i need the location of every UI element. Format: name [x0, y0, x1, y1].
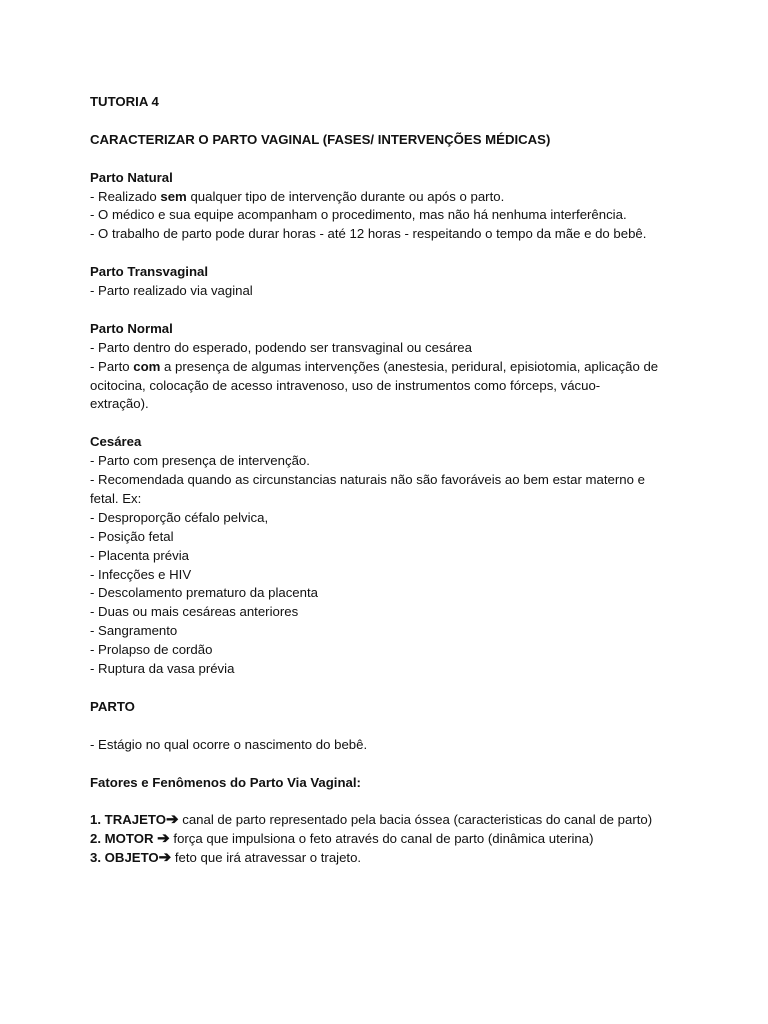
paragraph-line: extração).: [90, 396, 149, 412]
list-item: - Infecções e HIV: [90, 566, 192, 582]
factor-text: canal de parto representado pela bacia óssea (caracteristicas do canal de parto): [178, 812, 653, 828]
spacer: [90, 244, 690, 263]
list-item: - Prolapso de cordão: [90, 642, 213, 658]
spacer: [90, 301, 690, 320]
document-body: [90, 93, 690, 868]
paragraph-line: [90, 358, 690, 377]
factor-label: 3. OBJETO: [90, 850, 159, 866]
spacer: [90, 150, 690, 169]
text-run: - Realizado: [90, 188, 161, 204]
text-run: qualquer tipo de intervenção durante ou após o parto.: [186, 188, 505, 204]
factor-item: [90, 811, 690, 830]
emphasis-text: sem: [160, 188, 187, 204]
doc-subtitle: CARACTERIZAR O PARTO VAGINAL (FASES/ INTERVENÇÕES MÉDICAS): [90, 131, 551, 147]
paragraph-line: - Parto dentro do esperado, podendo ser transvaginal ou cesárea: [90, 339, 472, 355]
section-cesarea: [90, 433, 690, 679]
spacer: [90, 679, 690, 698]
paragraph-line: - Parto com presença de intervenção.: [90, 453, 310, 469]
factor-text: força que impulsiona o feto através do canal de parto (dinâmica uterina): [169, 831, 594, 847]
list-item: - Placenta prévia: [90, 547, 189, 563]
text-run: a presença de algumas intervenções (anestesia, peridural, episiotomia, aplicação de: [160, 358, 659, 374]
arrow-right-icon: ➔: [165, 811, 179, 829]
arrow-right-icon: ➔: [158, 849, 172, 867]
section-parto-natural: [90, 169, 690, 245]
section-parto: [90, 698, 690, 755]
paragraph-line: - Parto realizado via vaginal: [90, 283, 253, 299]
section-heading: Fatores e Fenômenos do Parto Via Vaginal:: [90, 774, 361, 790]
section-parto-normal: [90, 320, 690, 415]
paragraph-line: - O trabalho de parto pode durar horas - até 12 horas - respeitando o tempo da mãe e do bebê.: [90, 226, 647, 242]
section-heading: PARTO: [90, 698, 135, 714]
emphasis-text: com: [133, 358, 161, 374]
paragraph-line: - O médico e sua equipe acompanham o procedimento, mas não há nenhuma interferência.: [90, 207, 627, 223]
factor-label: 1. TRAJETO: [90, 812, 166, 828]
spacer: [90, 112, 690, 131]
spacer: [90, 755, 690, 774]
section-heading: Parto Normal: [90, 320, 173, 336]
paragraph-line: [90, 188, 690, 207]
doc-title: TUTORIA 4: [90, 94, 159, 109]
list-item: - Descolamento prematuro da placenta: [90, 585, 318, 601]
factor-item: [90, 830, 690, 849]
paragraph-line: ocitocina, colocação de acesso intravenoso, uso de instrumentos como fórceps, vácuo-: [90, 377, 601, 393]
factor-text: feto que irá atravessar o trajeto.: [171, 850, 362, 866]
paragraph-line: - Estágio no qual ocorre o nascimento do bebê.: [90, 736, 368, 752]
list-item: - Sangramento: [90, 623, 178, 639]
list-item: - Duas ou mais cesáreas anteriores: [90, 604, 299, 620]
paragraph-line: fetal. Ex:: [90, 490, 142, 506]
arrow-right-icon: ➔: [157, 830, 170, 848]
factor-label: 2. MOTOR: [90, 831, 158, 847]
spacer: [90, 414, 690, 433]
list-item: - Desproporção céfalo pelvica,: [90, 509, 269, 525]
spacer: [90, 792, 690, 811]
list-item: - Ruptura da vasa prévia: [90, 661, 235, 677]
section-fatores: [90, 774, 690, 869]
spacer: [90, 717, 690, 736]
section-heading: Cesárea: [90, 434, 142, 450]
paragraph-line: - Recomendada quando as circunstancias naturais não são favoráveis ao bem estar materno e: [90, 472, 645, 488]
section-heading: Parto Natural: [90, 169, 173, 185]
section-heading: Parto Transvaginal: [90, 264, 208, 280]
factor-item: [90, 849, 690, 868]
text-run: - Parto: [90, 358, 134, 374]
list-item: - Posição fetal: [90, 528, 174, 544]
section-parto-transvaginal: [90, 263, 690, 301]
